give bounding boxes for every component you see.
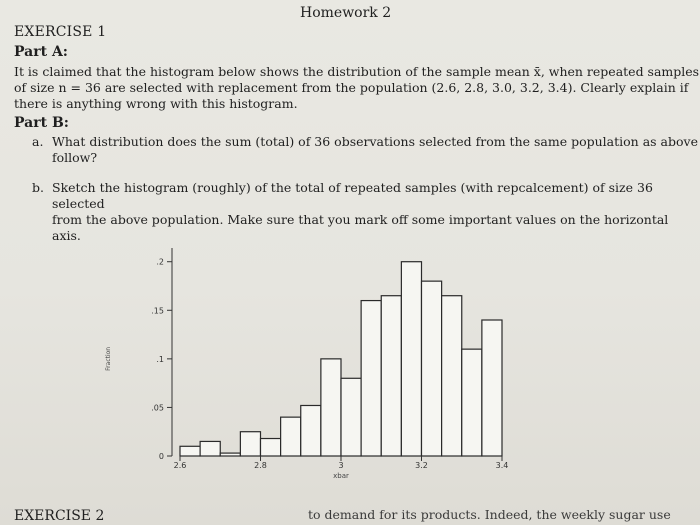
question-b-marker: b. [32,180,44,195]
histogram-bar [482,320,502,456]
histogram-bar [381,296,401,456]
histogram-bar [180,446,200,456]
x-tick-label: 3.2 [415,461,428,470]
histogram-bar [261,439,281,456]
histogram-bar [422,281,442,456]
x-tick-label: 3.4 [495,461,509,470]
y-ticks [151,258,172,461]
exercise-2-heading: EXERCISE 2 [14,508,105,524]
exercise-2-fragment: to demand for its products. Indeed, the weekly sugar use [308,507,671,522]
y-tick-label: 0 [158,452,164,461]
part-a-line: of size n = 36 are selected with replacement from the population (2.6, 2.8, 3.0, 3.2, 3.4). Clearly explain if [14,80,689,95]
histogram-bar [301,405,321,456]
document-title: Homework 2 [300,5,392,21]
histogram-chart [96,238,536,478]
part-a-text [14,64,700,112]
y-axis-label: Fraction [105,346,112,371]
histogram-bar [341,378,361,456]
y-tick-label: .15 [151,306,164,316]
histogram-bar [401,262,421,456]
question-a-line: What distribution does the sum (total) of 36 observations selected from the same population as above [52,134,698,149]
exercise-1-heading: EXERCISE 1 [14,24,107,40]
histogram-figure [96,238,536,478]
question-b [32,180,700,244]
histogram-bar [281,417,301,456]
histogram-bar [240,432,260,456]
part-a-line: It is claimed that the histogram below shows the distribution of the sample mean x̄, when repeated samples [14,64,700,79]
y-tick-label: .2 [156,257,164,267]
histogram-bars [180,262,502,456]
histogram-bar [442,296,462,456]
histogram-bar [200,441,220,456]
question-b-line: Sketch the histogram (roughly) of the total of repeated samples (with repcalcement) of size 36 selected [52,180,653,211]
x-ticks [174,456,509,470]
x-tick-label: 3 [338,461,344,470]
y-tick-label: .05 [151,403,164,413]
question-a-marker: a. [32,134,44,149]
histogram-bar [361,301,381,456]
part-a-label: Part A: [14,44,68,60]
x-tick-label: 2.8 [254,461,267,470]
histogram-bar [321,359,341,456]
question-a [32,134,700,166]
part-b-label: Part B: [14,115,69,131]
x-tick-label: 2.6 [173,461,187,470]
histogram-bar [220,453,240,456]
histogram-bar [462,349,482,456]
y-tick-label: .1 [156,354,164,364]
question-a-line: follow? [52,150,98,165]
x-axis-label: xbar [333,472,349,478]
part-a-line: there is anything wrong with this histogram. [14,96,298,111]
question-b-line: from the above population. Make sure that you mark off some important values on the horizontal axis. [52,212,669,243]
